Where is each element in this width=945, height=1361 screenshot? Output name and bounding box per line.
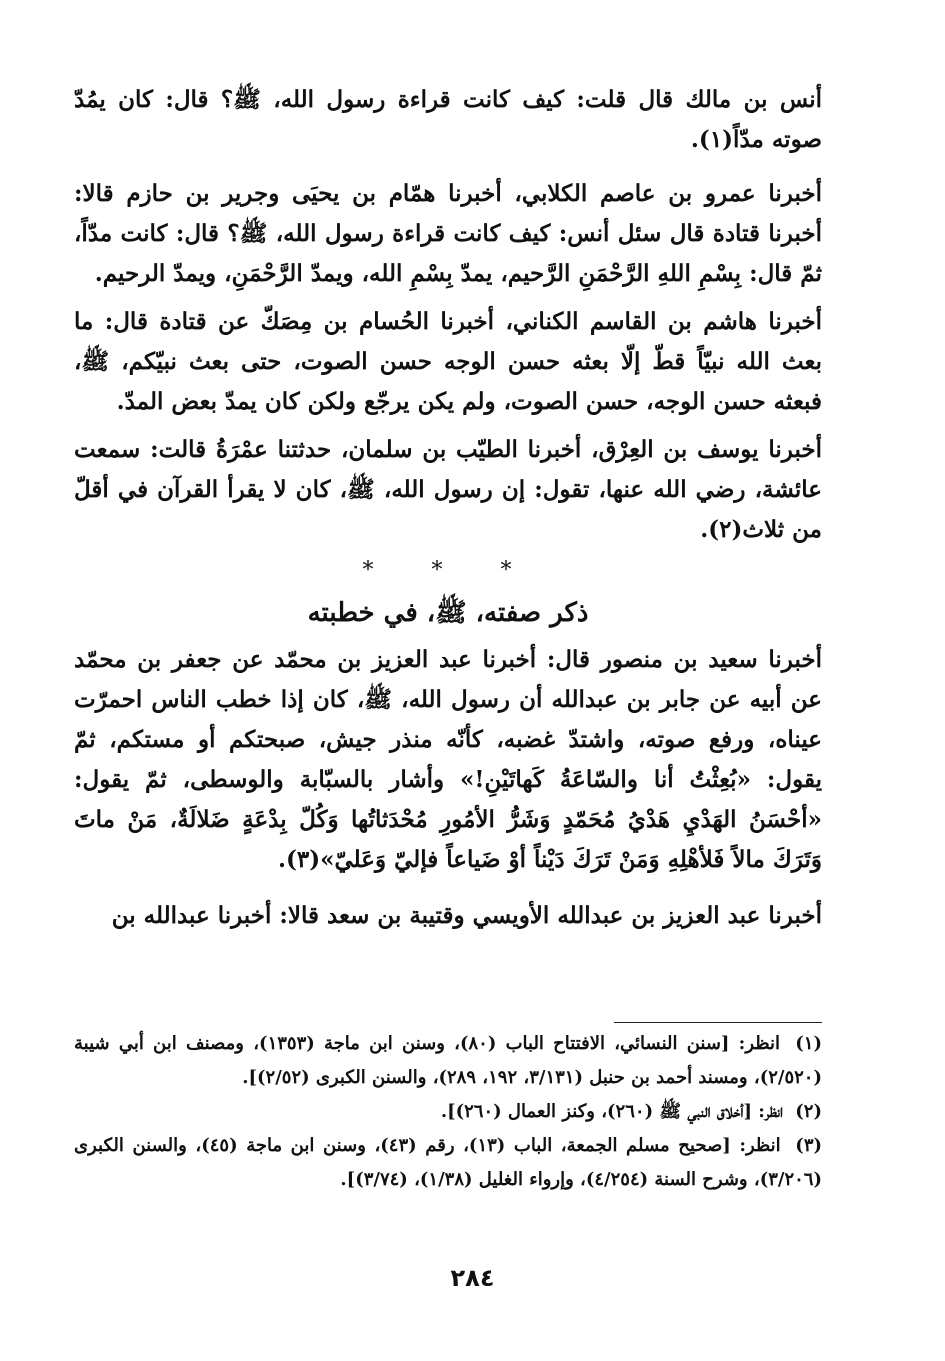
body-paragraph: أخبرنا عبد العزيز بن عبدالله الأويسي وقتيبة بن سعد قالا: أخبرنا عبدالله بن [111,902,822,929]
asterisk-ornament: * [431,558,465,583]
page-body [74,80,822,936]
asterisk-ornament: * [500,558,534,583]
footnote-text: انظر: [سنن النسائي، الافتتاح الباب (٨٠)، وسنن ابن ماجة (١٣٥٣)، ومصنف ابن أبي شيبة (٢/٥٢٠)، ومسند أحمد بن حنبل (٣/١٣١، ١٩٢، ٢٨٩)، والسنن الكبرى (٢/٥٢)]. [74,1033,822,1088]
asterisk-ornament: * [362,558,396,583]
footnote-item [74,1095,822,1129]
footnote-divider [614,1022,822,1023]
body-paragraph: أخبرنا يوسف بن العِرْق، أخبرنا الطيّب بن سلمان، حدثتنا عمْرَةُ قالت: سمعت عائشة، رضي الله عنها، تقول: إن رسول الله، ﷺ، كان لا يقرأ القرآن في أقلّ من ثلاث(٢). [74,436,822,543]
page-number: ٢٨٤ [450,1264,495,1292]
footnote-number: (٣) [795,1135,823,1156]
section-separator [74,556,822,586]
footnote-text: انظر: [صحيح مسلم الجمعة، الباب (١٣)، رقم (٤٣)، وسنن ابن ماجة (٤٥)، والسنن الكبرى (٣/٢٠٦)، وشرح السنة (٤/٢٥٤)، وإرواء الغليل (١/٣٨)، (٣/٧٤)]. [74,1135,822,1190]
footnote-item [74,1027,822,1095]
body-paragraph: أخبرنا عمرو بن عاصم الكلابي، أخبرنا همّام بن يحيَى وجرير بن حازم قالا: أخبرنا قتادة قال سئل أنس: كيف كانت قراءة رسول الله، ﷺ؟ قال: كانت مدّاً، ثمّ قال: بِسْمِ اللهِ الرَّحْمَنِ الرَّحيم، يمدّ بِسْمِ الله، ويمدّ الرَّحْمَنِ، ويمدّ الرحيم. [74,180,822,287]
footnote-number: (٢) [795,1101,822,1122]
footnote-item [74,1129,822,1197]
footnote-text: انظر: [أخلاق النبي ﷺ (٢٦٠)، وكنز العمال (٢٦٠)]. [440,1101,783,1122]
body-paragraph: أنس بن مالك قال قلت: كيف كانت قراءة رسول الله، ﷺ؟ قال: كان يمُدّ صوته مدّاً(١). [74,86,822,153]
body-paragraph: أخبرنا هاشم بن القاسم الكناني، أخبرنا الحُسام بن مِصَكّ عن قتادة قال: ما بعث الله نبيّاً قطّ إلّا بعثه حسن الوجه حسن الصوت، حتى بعث نبيّكم، ﷺ، فبعثه حسن الوجه، حسن الصوت، ولم يكن يرجّع ولكن كان يمدّ بعض المدّ. [74,308,822,415]
body-paragraph: أخبرنا سعيد بن منصور قال: أخبرنا عبد العزيز بن محمّد عن جعفر بن محمّد عن أبيه عن جابر بن عبدالله أن رسول الله، ﷺ، كان إذا خطب الناس احمرّت عيناه، ورفع صوته، واشتدّ غضبه، كأنّه منذر جيش، صبحتكم أو مستكم، ثمّ يقول: «بُعِثْتُ أنا والسّاعَةُ كَهاتَيْنِ!» وأشار بالسبّابة والوسطى، ثمّ يقول: «أحْسَنُ الهَدْيِ هَدْيُ مُحَمّدٍ وَشَرُّ الأمُورِ مُحْدَثاتُها وَكُلّ بِدْعَةٍ ضَلالَةٌ، مَنْ ماتَ وَتَرَكَ مالاً فَلأهْلِهِ وَمَنْ تَرَكَ دَيْناً أوْ ضَياعاً فإليّ وَعَليّ»(٣). [74,646,822,873]
footnotes [74,1022,822,1197]
section-heading: ذكر صفته، ﷺ، في خطبته [307,598,589,628]
footnote-number: (١) [795,1033,822,1054]
